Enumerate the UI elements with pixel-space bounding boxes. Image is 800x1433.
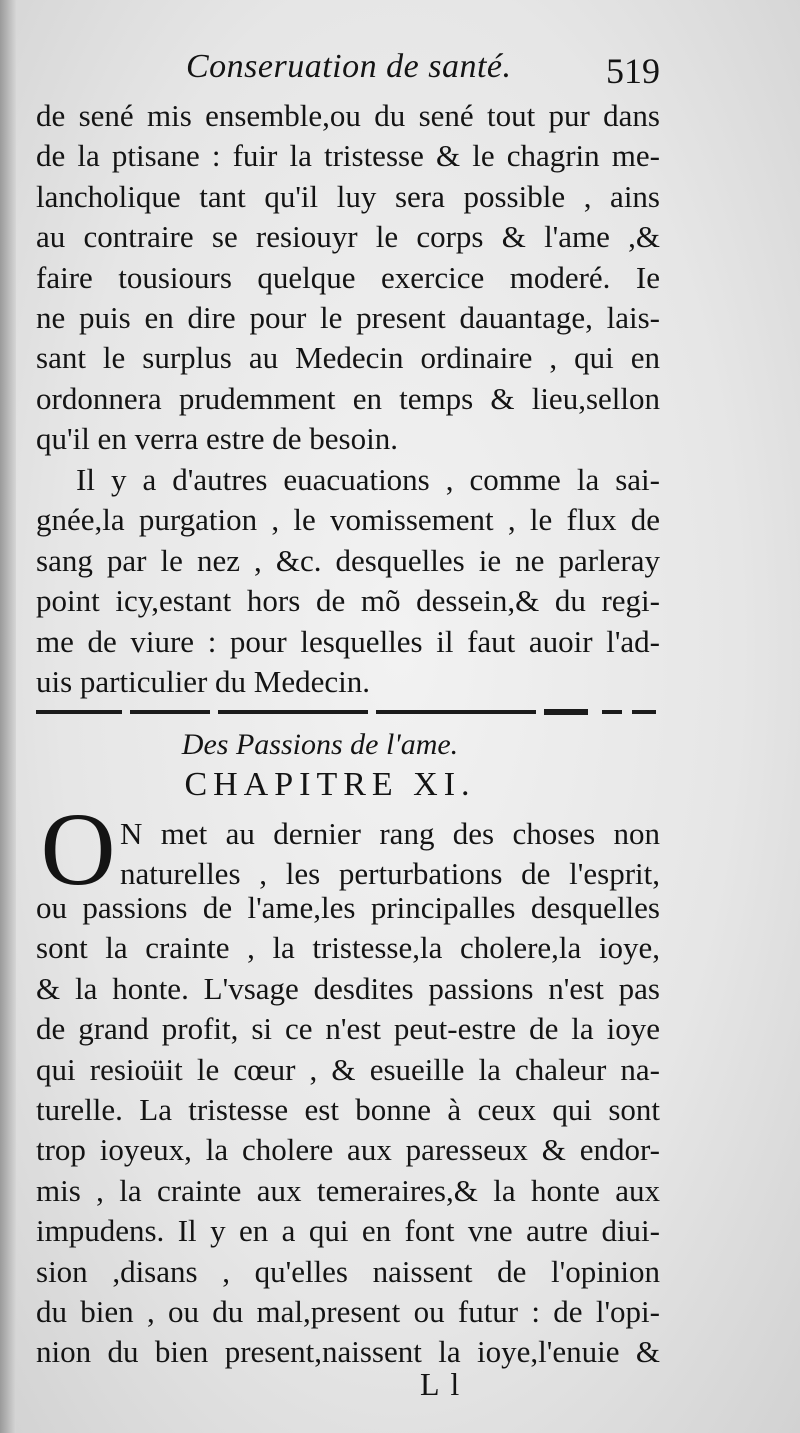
text-line: naturelles , les perturbations de l'esprit, bbox=[120, 856, 660, 892]
text-line: gnée,la purgation , le vomissement , le flux de bbox=[36, 502, 660, 538]
text-line: au contraire se resiouyr le corps & l'ame ,& bbox=[36, 219, 660, 255]
text-line: Il y a d'autres euacuations , comme la sai- bbox=[76, 462, 660, 497]
text-line: lancholique tant qu'il luy sera possible , ains bbox=[36, 178, 660, 214]
text-line: de grand profit, si ce n'est peut-estre de la ioye bbox=[36, 1011, 660, 1047]
running-head: Conseruation de santé. bbox=[186, 48, 512, 85]
text-line: faire tousiours quelque exercice moderé. Ie bbox=[36, 259, 660, 295]
text-line: mis , la crainte aux temeraires,& la honte aux bbox=[36, 1172, 660, 1208]
text-line: point icy,estant hors de mõ dessein,& du regi- bbox=[36, 583, 660, 619]
text-line: du bien , ou du mal,present ou futur : de l'opi- bbox=[36, 1293, 660, 1329]
text-line: qu'il en verra estre de besoin. bbox=[36, 421, 398, 457]
text-line: & la honte. L'vsage desdites passions n'est pas bbox=[36, 970, 660, 1006]
paragraph-3 bbox=[36, 888, 660, 1373]
text-line: nion du bien present,naissent la ioye,l'enuie & bbox=[36, 1334, 660, 1370]
text-line: sang par le nez , &c. desquelles ie ne parleray bbox=[36, 542, 660, 578]
chapter-subtitle: Des Passions de l'ame. bbox=[181, 728, 459, 761]
text-line: ou passions de l'ame,les principalles desquelles bbox=[36, 890, 660, 925]
text-line: sion ,disans , qu'elles naissent de l'opinion bbox=[36, 1253, 660, 1289]
text-line: de la ptisane : fuir la tristesse & le chagrin me- bbox=[36, 138, 660, 174]
text-line: impudens. Il y en a qui en font vne autre diui- bbox=[36, 1213, 660, 1249]
page-gutter-shadow bbox=[0, 0, 16, 1433]
chapter-title: CHAPITRE XI. bbox=[184, 766, 476, 803]
text-line: trop ioyeux, la cholere aux paresseux & endor- bbox=[36, 1132, 660, 1168]
page-number: 519 bbox=[606, 51, 660, 91]
ornamental-rule bbox=[36, 702, 656, 724]
text-line: sant le surplus au Medecin ordinaire , qui en bbox=[36, 340, 660, 376]
text-line: ordonnera prudemment en temps & lieu,sellon bbox=[36, 380, 660, 416]
text-line: ne puis en dire pour le present dauantage, lais- bbox=[36, 299, 660, 335]
text-line: sont la crainte , la tristesse,la cholere,la ioye, bbox=[36, 930, 660, 966]
paragraph-2 bbox=[36, 460, 660, 702]
drop-cap: O bbox=[40, 792, 116, 907]
text-line: de sené mis ensemble,ou du sené tout pur dans bbox=[36, 98, 660, 133]
text-line: me de viure : pour lesquelles il faut auoir l'ad- bbox=[36, 623, 660, 659]
paragraph-3-dropcap-lines bbox=[120, 814, 660, 895]
paragraph-1 bbox=[36, 96, 660, 460]
text-line: N met au dernier rang des choses non bbox=[120, 816, 660, 851]
text-line: uis particulier du Medecin. bbox=[36, 663, 371, 699]
text-line: turelle. La tristesse est bonne à ceux qui sont bbox=[36, 1091, 660, 1127]
text-line: qui resioüit le cœur , & esueille la chaleur na- bbox=[36, 1051, 660, 1087]
page-header bbox=[36, 48, 660, 100]
signature-mark: L l bbox=[420, 1366, 462, 1402]
